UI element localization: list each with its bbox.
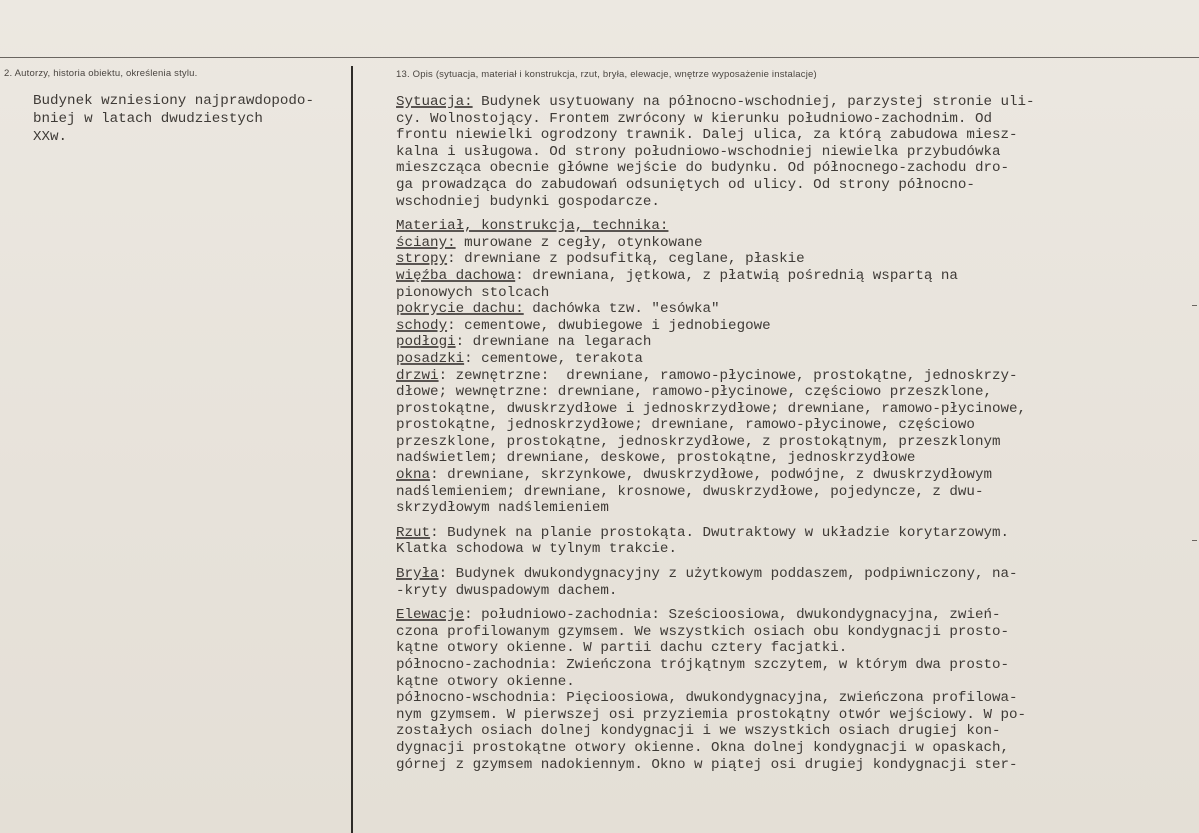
section-heading: Materiał, konstrukcja, technika: — [396, 218, 669, 235]
text-segment: dachówka tzw. "esówka" — [523, 301, 720, 318]
text-line — [396, 111, 1186, 128]
section-heading: Elewacje — [396, 607, 465, 624]
section-heading: więźba dachowa — [396, 267, 516, 284]
text-line — [396, 268, 1186, 285]
text-segment: północno-wschodnia: Pięcioosiowa, dwukondygnacyjna, zwieńczona profilowa- — [396, 690, 1018, 707]
text-segment: czona profilowanym gzymsem. We wszystkich osiach obu kondygnacji prosto- — [396, 623, 1009, 640]
text-segment: : drewniane, skrzynkowe, dwuskrzydłowe, podwójne, z dwuskrzydłowym — [430, 467, 992, 484]
text-segment: kątne otwory okienne. — [396, 673, 575, 690]
left-column-header: 2. Autorzy, historia obiektu, określenia stylu. — [4, 68, 198, 79]
text-line — [396, 624, 1186, 641]
text-line — [396, 690, 1186, 707]
text-segment: -kryty dwuspadowym dachem. — [396, 582, 618, 599]
section-heading: Bryła — [396, 566, 439, 583]
text-line — [396, 251, 1186, 268]
text-segment: górnej z gzymsem nadokiennym. Okno w piątej osi drugiej kondygnacji ster- — [396, 756, 1018, 773]
text-segment: przeszklone, prostokątne, jednoskrzydłowe, z prostokątnym, przeszklonym — [396, 433, 1001, 450]
text-line — [396, 285, 1186, 302]
text-segment: : drewniane na legarach — [455, 334, 652, 351]
text-line — [396, 318, 1186, 335]
text-segment: murowane z cegły, otynkowane — [455, 234, 703, 251]
text-segment: Klatka schodowa w tylnym trakcie. — [396, 541, 677, 558]
text-segment: Budynek usytuowany na północno-wschodniej, parzystej stronie uli- — [472, 94, 1035, 110]
text-segment: zostałych osiach dolnej kondygnacji i we wszystkich osiach drugiej kon- — [396, 723, 1001, 740]
section-heading: stropy — [396, 251, 448, 268]
text-line — [396, 94, 1186, 111]
text-segment: nym gzymsem. W pierwszej osi przyziemia prostokątny otwór wejściowy. W po- — [396, 706, 1027, 723]
margin-tick — [1192, 540, 1197, 541]
section-heading: Sytuacja: — [396, 94, 473, 110]
paragraph-gap — [396, 210, 1186, 218]
column-divider — [351, 66, 353, 833]
text-line — [396, 541, 1186, 558]
text-line — [396, 640, 1186, 657]
text-line — [396, 607, 1186, 624]
paragraph-gap — [396, 517, 1186, 525]
text-line — [396, 707, 1186, 724]
text-segment: nadślemieniem; drewniane, krosnowe, dwuskrzydłowe, pojedyncze, z dwu- — [396, 483, 984, 500]
section-heading: podłogi — [396, 334, 456, 351]
text-segment: mieszcząca obecnie główne wejście do budynku. Od północnego-zachodu dro- — [396, 160, 1009, 177]
text-segment: : południowo-zachodnia: Sześcioosiowa, dwukondygnacyjna, zwień- — [464, 607, 1001, 624]
author-history-text: Budynek wzniesiony najprawdopodo- bniej w latach dwudziestych XXw. — [33, 93, 314, 145]
text-segment: ga prowadząca do zabudowań odsuniętych od ulicy. Od strony północno- — [396, 176, 975, 193]
text-segment: : drewniane z podsufitką, ceglane, płaskie — [447, 251, 805, 268]
text-segment: nadświetlem; drewniane, deskowe, prostokątne, jednoskrzydłowe — [396, 450, 916, 467]
section-heading: Rzut — [396, 524, 431, 541]
margin-tick — [1192, 305, 1197, 306]
text-segment: prostokątne, dwuskrzydłowe i jednoskrzydłowe; drewniane, ramowo-płycinowe, — [396, 400, 1027, 417]
text-line — [396, 368, 1186, 385]
text-line — [396, 467, 1186, 484]
text-line — [396, 674, 1186, 691]
text-segment: : cementowe, terakota — [464, 350, 643, 367]
text-line — [396, 351, 1186, 368]
text-segment: : cementowe, dwubiegowe i jednobiegowe — [447, 317, 771, 334]
text-line — [396, 144, 1186, 161]
text-line — [396, 334, 1186, 351]
text-line — [396, 235, 1186, 252]
text-line — [396, 740, 1186, 757]
text-segment: dygnacji prostokątne otwory okienne. Okna dolnej kondygnacji w opaskach, — [396, 739, 1009, 756]
text-line — [396, 160, 1186, 177]
text-line — [396, 723, 1186, 740]
text-segment: : zewnętrzne: drewniane, ramowo-płycinowe, prostokątne, jednoskrzy- — [438, 367, 1018, 384]
top-rule — [0, 57, 1199, 58]
text-segment: prostokątne, jednoskrzydłowe; drewniane, ramowo-płycinowe, częściowo — [396, 417, 975, 434]
paragraph-gap — [396, 599, 1186, 607]
text-line — [396, 401, 1186, 418]
text-line — [396, 127, 1186, 144]
text-line — [396, 301, 1186, 318]
text-segment: wschodniej budynki gospodarcze. — [396, 193, 660, 210]
section-heading: posadzki — [396, 350, 465, 367]
text-segment: kątne otwory okienne. W partii dachu cztery facjatki. — [396, 640, 848, 657]
text-line — [396, 583, 1186, 600]
text-line — [396, 218, 1186, 235]
text-line — [396, 417, 1186, 434]
section-heading: okna — [396, 467, 431, 484]
text-line — [396, 177, 1186, 194]
text-segment: kalna i usługowa. Od strony południowo-wschodniej niewielka przybudówka — [396, 143, 1001, 160]
text-line — [396, 434, 1186, 451]
text-segment: pionowych stolcach — [396, 284, 550, 301]
text-segment: dłowe; wewnętrzne: drewniane, ramowo-płycinowe, częściowo przeszklone, — [396, 384, 992, 401]
text-segment: północno-zachodnia: Zwieńczona trójkątnym szczytem, w którym dwa prosto- — [396, 657, 1009, 673]
section-heading: drzwi — [396, 367, 439, 384]
section-heading: ściany: — [396, 234, 456, 251]
text-segment: : Budynek dwukondygnacyjny z użytkowym poddaszem, podpiwniczony, na- — [438, 566, 1018, 583]
section-heading: schody — [396, 317, 448, 334]
text-segment: frontu niewielki ogrodzony trawnik. Dalej ulica, za którą zabudowa miesz- — [396, 127, 1018, 144]
text-line — [396, 484, 1186, 501]
text-line — [396, 500, 1186, 517]
description-text — [396, 94, 1186, 773]
right-column-header: 13. Opis (sytuacja, materiał i konstrukcja, rzut, bryła, elewacje, wnętrze wyposażenie instalacje) — [396, 69, 817, 80]
text-line — [396, 757, 1186, 774]
text-segment: : Budynek na planie prostokąta. Dwutraktowy w układzie korytarzowym. — [430, 524, 1010, 541]
text-segment: skrzydłowym nadślemieniem — [396, 500, 609, 517]
text-line — [396, 657, 1186, 674]
section-heading: pokrycie dachu: — [396, 301, 524, 318]
paragraph-gap — [396, 558, 1186, 566]
text-line — [396, 450, 1186, 467]
text-segment: cy. Wolnostojący. Frontem zwrócony w kierunku południowo-zachodnim. Od — [396, 110, 992, 127]
text-line — [396, 566, 1186, 583]
text-line — [396, 525, 1186, 542]
text-line — [396, 194, 1186, 211]
text-line — [396, 384, 1186, 401]
text-segment: : drewniana, jętkowa, z płatwią pośrednią wspartą na — [515, 267, 958, 284]
